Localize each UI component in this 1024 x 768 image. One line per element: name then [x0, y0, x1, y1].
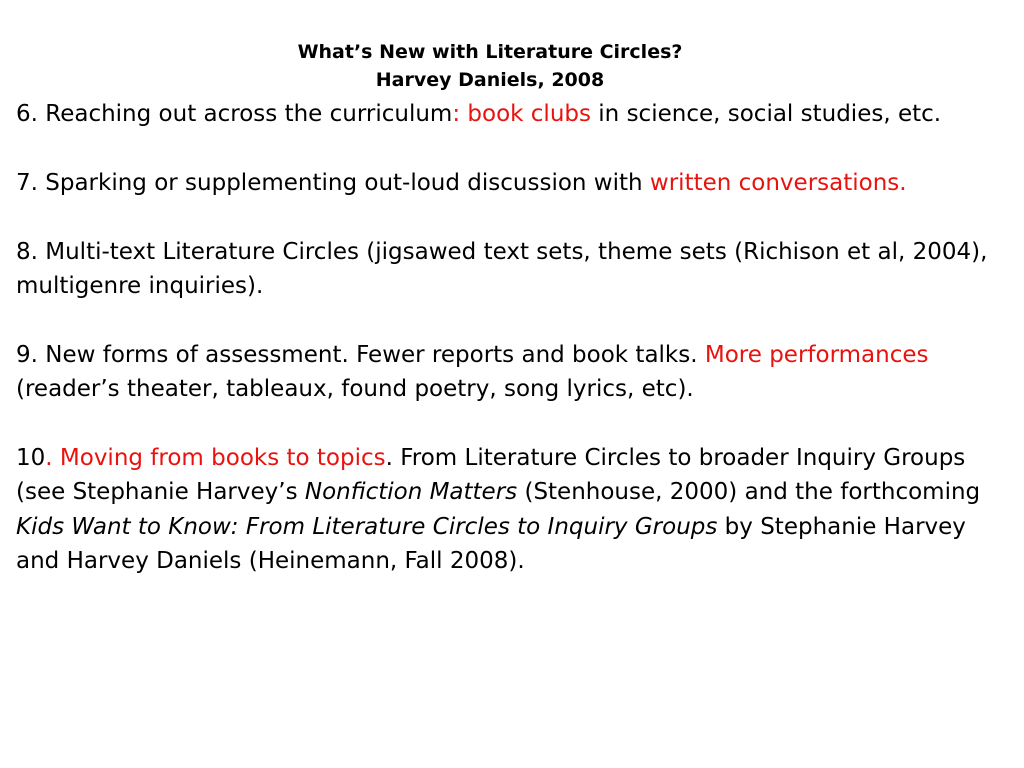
item-10-book-title-2: Kids Want to Know: From Literature Circles to Inquiry Groups — [16, 513, 718, 540]
item-6-text: 6. Reaching out across the curriculum — [16, 101, 453, 127]
list-item-10 — [16, 441, 991, 579]
item-10-text: . From Literature Circles to broader Inquiry Groups (see Stephanie Harvey’s — [16, 445, 966, 506]
list-item-6 — [16, 97, 991, 131]
item-9-highlight: More performances — [704, 341, 929, 368]
item-10-book-title-1: Nonfiction Matters — [304, 479, 518, 506]
item-9-text: 9. New forms of assessment. Fewer reports and book talks. — [16, 341, 705, 368]
item-10-text-mid: (Stenhouse, 2000) and the forthcoming — [517, 479, 981, 506]
list-item-9 — [16, 338, 991, 407]
slide-body — [16, 97, 991, 613]
title-line-2: Harvey Daniels, 2008 — [375, 69, 605, 91]
list-item-8 — [16, 235, 991, 304]
item-6-highlight: : book clubs — [452, 101, 591, 127]
item-9-text-end: (reader’s theater, tableaux, found poetry, song lyrics, etc). — [16, 376, 694, 403]
item-6-text-end: in science, social studies, etc. — [590, 101, 942, 127]
item-10-highlight: . Moving from books to topics — [45, 445, 386, 471]
list-item-7 — [16, 166, 991, 200]
title-line-1: What’s New with Literature Circles? — [297, 41, 683, 63]
item-10-number: 10 — [16, 445, 46, 471]
item-10-text-end: by Stephanie Harvey and Harvey Daniels (Heinemann, Fall 2008). — [16, 513, 966, 575]
item-7-highlight: written conversations. — [649, 169, 907, 196]
item-8-text: 8. Multi-text Literature Circles (jigsawed text sets, theme sets (Richison et al, 2004), multigenre inquiries). — [16, 238, 988, 299]
item-7-text: 7. Sparking or supplementing out-loud discussion with — [16, 169, 650, 196]
slide-title — [0, 38, 980, 94]
